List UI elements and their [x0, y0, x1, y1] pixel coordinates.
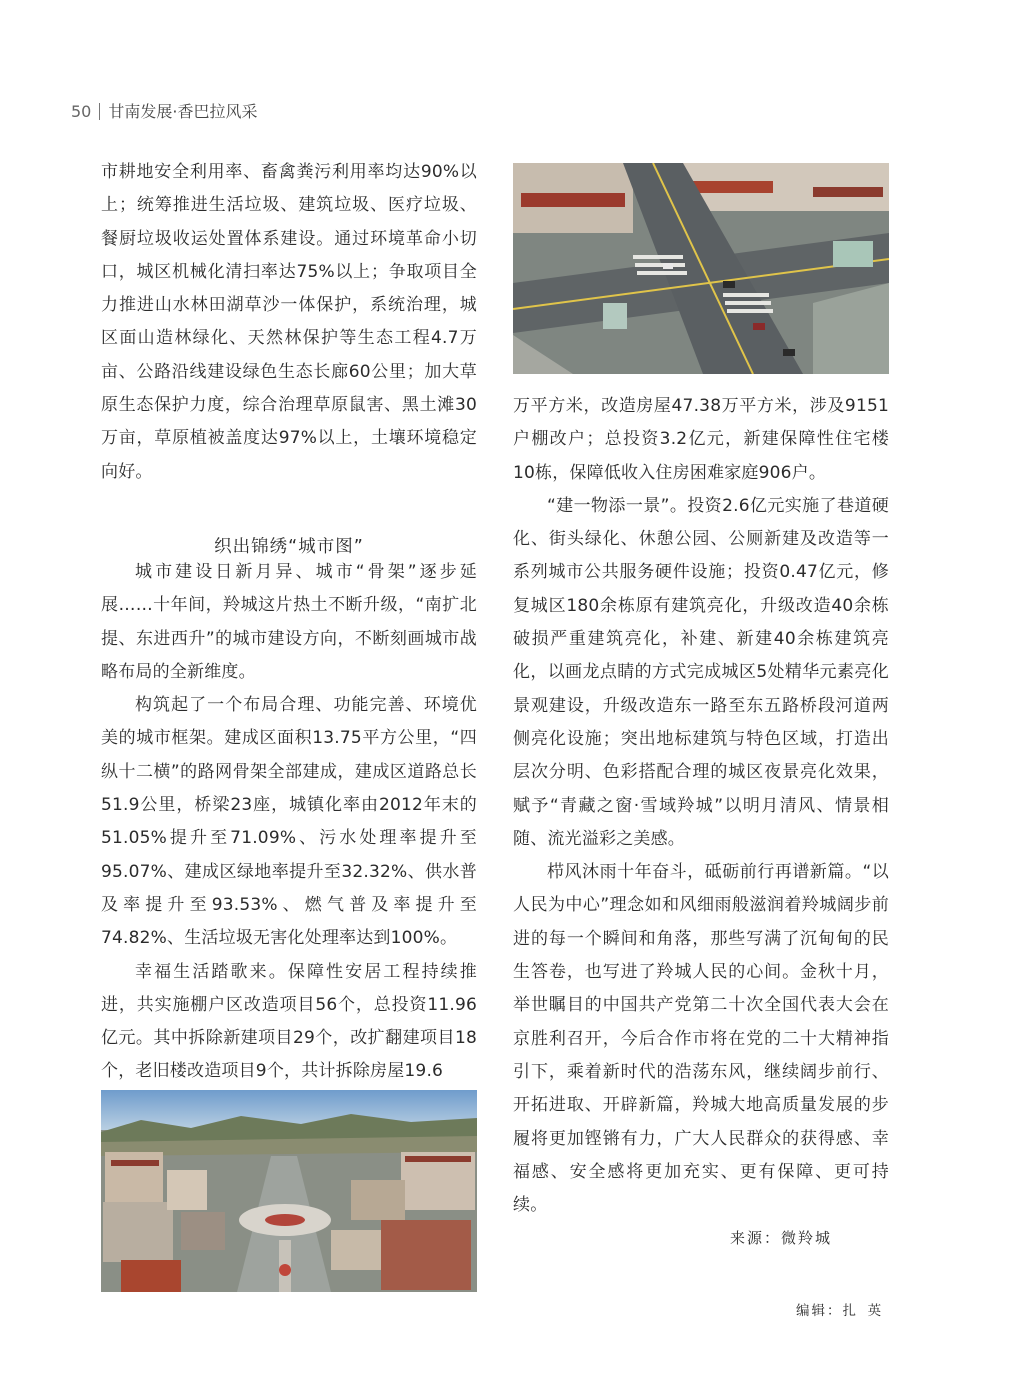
- header-divider: [99, 103, 100, 120]
- paragraph-scenery: “建一物添一景”。投资2.6亿元实施了巷道硬化、街头绿化、休憩公园、公厕新建及改造等一系列城市公共服务硬件设施；投资0.47亿元，修复城区180余栋原有建筑亮化，升级改造40余栋破损严重建筑亮化，补建、新建40余栋建筑亮化，以画龙点睛的方式完成城区5处精华元素亮化景观建设，升级改造东一路至东五路桥段河道两侧亮化设施；突出地标建筑与特色区域，打造出层次分明、色彩搭配合理的城区夜景亮化效果，赋予“青藏之窗·雪域羚城”以明月清风、情景相随、流光溢彩之美感。: [513, 495, 889, 849]
- source-credit: 来源：微羚城: [730, 1229, 833, 1247]
- paragraph-city-framework: 构筑起了一个布局合理、功能完善、环境优美的城市框架。建成区面积13.75平方公里，“四纵十二横”的路网骨架全部建成，建成区道路总长51.9公里，桥梁23座，城镇化率由2012年末的51.05%提升至71.09%、污水处理率提升至95.07%、建成区绿地率提升至32.32%、供水普及率提升至93.53%、燃气普及率提升至74.82%、生活垃圾无害化处理率达到100%。: [101, 695, 477, 949]
- section-heading: 织出锦绣“城市图”: [214, 536, 364, 557]
- intersection-aerial-photo: [513, 163, 889, 374]
- editor-label: 编辑：: [796, 1303, 843, 1319]
- editor-credit: [796, 1299, 882, 1319]
- right-column-body: [513, 390, 889, 1222]
- page-header: [71, 99, 257, 122]
- paragraph-conclusion: 栉风沐雨十年奋斗，砥砺前行再谱新篇。“以人民为中心”理念如和风细雨般滋润着羚城阔步前进的每一个瞬间和角落，那些写满了沉甸甸的民生答卷，也写进了羚城人民的心间。金秋十月，举世瞩目的中国共产党第二十次全国代表大会在京胜利召开，今后合作市将在党的二十大精神指引下，乘着新时代的浩荡东风，继续阔步前行、开拓进取、开辟新篇，羚城大地高质量发展的步履将更加铿锵有力，广大人民群众的获得感、幸福感、安全感将更加充实、更有保障、更可持续。: [513, 862, 889, 1216]
- section-title: 甘南发展·香巴拉风采: [108, 102, 258, 121]
- paragraph-city-construction: 城市建设日新月异、城市“骨架”逐步延展……十年间，羚城这片热土不断升级，“南扩北提、东进西升”的城市建设方向，不断刻画城市战略布局的全新维度。: [101, 562, 477, 682]
- page-number: 50: [71, 102, 92, 121]
- left-column-top: [101, 156, 477, 489]
- left-column-body: [101, 556, 477, 1089]
- city-plaza-aerial-photo: [101, 1090, 477, 1292]
- editor-name: 扎 英: [842, 1303, 883, 1319]
- paragraph-housing: 幸福生活踏歌来。保障性安居工程持续推进，共实施棚户区改造项目56个，总投资11.96亿元。其中拆除新建项目29个，改扩翻建项目18个，老旧楼改造项目9个，共计拆除房屋19.6: [101, 961, 477, 1082]
- paragraph-environment: 市耕地安全利用率、畜禽粪污利用率均达90%以上；统筹推进生活垃圾、建筑垃圾、医疗垃圾、餐厨垃圾收运处置体系建设。通过环境革命小切口，城区机械化清扫率达75%以上；争取项目全力推进山水林田湖草沙一体保护，系统治理，城区面山造林绿化、天然林保护等生态工程4.7万亩、公路沿线建设绿色生态长廊60公里；加大草原生态保护力度，综合治理草原鼠害、黑土滩30万亩，草原植被盖度达97%以上，土壤环境稳定向好。: [101, 162, 477, 482]
- paragraph-housing-continued: 万平方米，改造房屋47.38万平方米，涉及9151户棚改户；总投资3.2亿元，新建保障性住宅楼10栋，保障低收入住房困难家庭906户。: [513, 396, 889, 483]
